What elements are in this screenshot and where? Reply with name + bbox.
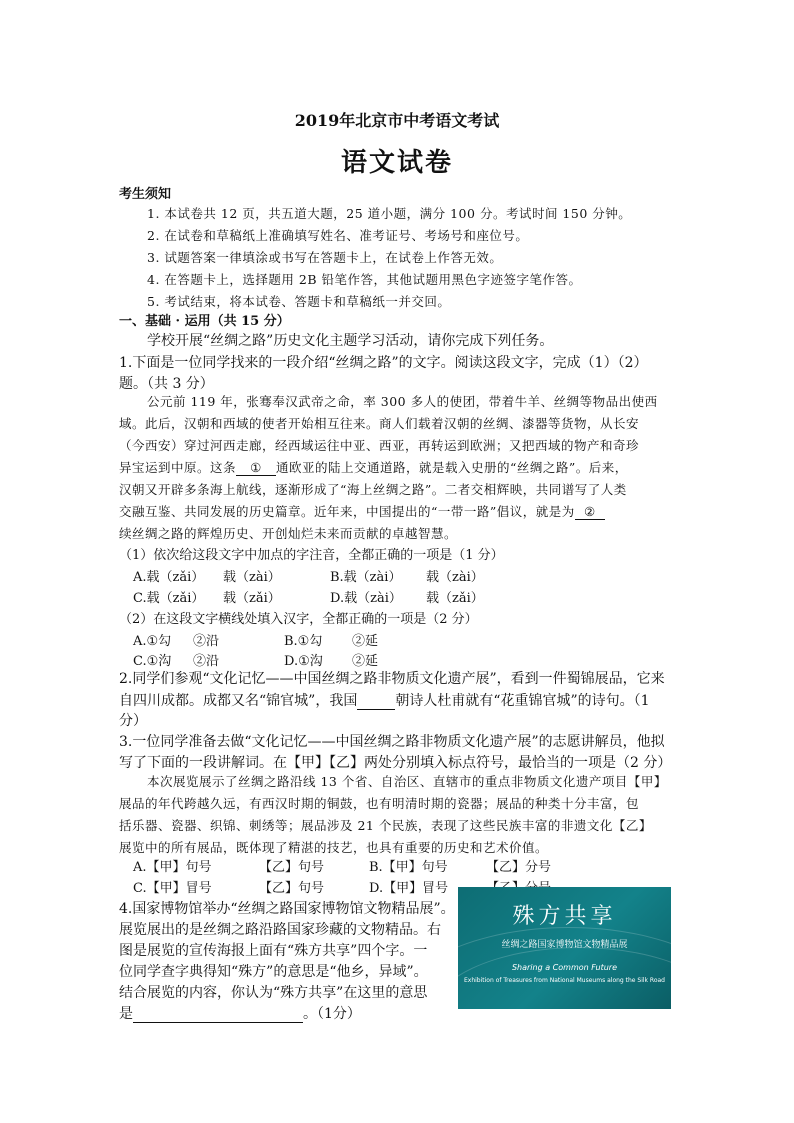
notice-item: 5. 考试结束，将本试卷、答题卡和草稿纸一并交回。 (147, 294, 451, 309)
q1-passage-line: 域。此后，汉朝和西域的使者开始相互往来。商人们载着汉朝的丝绸、漆器等货物，从长安 (119, 416, 640, 431)
q1-passage-line: （今西安）穿过河西走廊，经西域运往中亚、西亚，再转运到欧洲；又把西域的物产和奇珍 (119, 438, 640, 453)
exhibition-poster (458, 887, 671, 1009)
passage-text: 通欧亚的陆上交通道路，就是载入史册的“丝绸之路”。后来， (276, 460, 628, 475)
notice-item: 3. 试题答案一律填涂或书写在答题卡上，在试卷上作答无效。 (147, 250, 503, 265)
poster-english-subtitle: Exhibition of Treasures from National Museums along the Silk Road (464, 977, 665, 984)
q1-sub1-stem: （1）依次给这段文字中加点的字注音，全都正确的一项是（1 分） (119, 548, 504, 563)
notice-item: 2. 在试卷和草稿纸上准确填写姓名、准考证号、考场号和座位号。 (147, 228, 529, 243)
q4-line: 图是展览的宣传海报上面有“殊方共享”四个字。一 (119, 943, 428, 959)
section-intro: 学校开展“丝绸之路”历史文化主题学习活动，请你完成下列任务。 (147, 333, 554, 349)
option: 载（zǎi） (426, 591, 484, 606)
passage-text: 异宝运到中原。这条 (119, 460, 237, 475)
poster-subtitle: 丝绸之路国家博物馆文物精品展 (501, 940, 628, 950)
q4-line: 结合展览的内容，你认为“殊方共享”在这里的意思 (119, 985, 428, 1001)
exam-title: 2019年北京市中考语文考试 (294, 111, 500, 130)
q2-text: 朝诗人杜甫就有“花重锦官城”的诗句。（1 (395, 693, 650, 709)
blank-2[interactable]: ② (575, 504, 605, 520)
passage-text: 交融互鉴、共同发展的历史篇章。近年来，中国提出的“一带一路”倡议，就是为 (119, 504, 575, 519)
option[interactable]: B.载（zài） (330, 570, 402, 585)
q4-line (119, 1003, 361, 1023)
q1-passage-line: 汉朝又开辟多条海上航线，逐渐形成了“海上丝绸之路”。二者交相辉映，共同谱写了人类 (119, 482, 627, 497)
option: ②延 (352, 634, 379, 649)
q1-passage-line (119, 502, 605, 520)
option[interactable]: A.【甲】句号 (133, 860, 212, 875)
q2-text: 自四川成都。成都又名“锦官城”，我国 (119, 693, 358, 709)
option[interactable]: C.【甲】冒号 (133, 881, 212, 896)
q2-line: 分） (119, 713, 147, 729)
q2-line: 2.同学们参观“文化记忆——中国丝绸之路非物质文化遗产展”，看到一件蜀锦展品，它来 (119, 671, 665, 687)
q3-line: 写了下面的一段讲解词。在【甲】【乙】两处分别填入标点符号，最恰当的一项是（2 分） (119, 755, 672, 771)
option[interactable]: D.载（zài） (330, 591, 402, 606)
option: 【乙】句号 (259, 881, 325, 896)
option: 载（zài） (426, 570, 484, 585)
option[interactable]: B.【甲】句号 (369, 860, 448, 875)
option: 载（zǎi） (223, 591, 281, 606)
option[interactable]: B.①勾 (284, 634, 323, 649)
option[interactable]: C.载（zǎi） (133, 591, 205, 606)
q4-line: 展览展出的是丝绸之路沿路国家珍藏的文物精品。右 (119, 922, 441, 938)
option: 【乙】分号 (486, 860, 552, 875)
option[interactable]: A.①勾 (133, 634, 172, 649)
q1-stem: 1.下面是一位同学找来的一段介绍“丝绸之路”的文字。阅读这段文字，完成（1）（2） (119, 355, 648, 371)
poster-title: 殊方共享 (512, 904, 617, 929)
q4-text: 。（1分） (303, 1006, 361, 1022)
q3-passage-line: 展品的年代跨越久远，有西汉时期的铜鼓，也有明清时期的瓷器；展品的种类十分丰富，包 (119, 796, 640, 811)
option: ②沿 (193, 634, 220, 649)
option[interactable]: D.①沟 (284, 654, 323, 669)
q1-passage-line: 公元前 119 年，张骞奉汉武帝之命，率 300 多人的使团，带着牛羊、丝绸等物品出使西 (147, 394, 658, 409)
option: ②沿 (193, 654, 220, 669)
option: 【乙】句号 (259, 860, 325, 875)
notice-item: 1. 本试卷共 12 页，共五道大题，25 道小题，满分 100 分。考试时间 150 分钟。 (147, 206, 632, 221)
q4-text: 是 (119, 1006, 133, 1022)
q4-line: 4.国家博物馆举办“丝绸之路国家博物馆文物精品展”。 (119, 901, 455, 917)
q1-sub2-stem: （2）在这段文字横线处填入汉字，全都正确的一项是（2 分） (119, 612, 478, 627)
q4-line: 位同学查字典得知“殊方”的意思是“他乡，异域”。 (119, 964, 428, 980)
option: ②延 (352, 654, 379, 669)
q1-passage-line: 续丝绸之路的辉煌历史、开创灿烂未来而贡献的卓越智慧。 (119, 526, 458, 541)
blank-1[interactable]: ① (236, 460, 276, 476)
q3-passage-line: 括乐器、瓷器、织锦、刺绣等；展品涉及 21 个民族，表现了这些民族丰富的非遗文化【乙】 (119, 818, 652, 833)
q1-passage-line (119, 458, 628, 476)
q4-answer-blank[interactable] (133, 1006, 303, 1023)
q3-passage-line: 展览中的所有展品，既体现了精湛的技艺，也具有重要的历史和艺术价值。 (119, 840, 549, 855)
option[interactable]: D.【甲】冒号 (369, 881, 449, 896)
q2-answer-blank[interactable] (357, 693, 395, 710)
poster-english-title: Sharing a Common Future (511, 963, 618, 972)
section-heading: 一、基础 · 运用（共 15 分） (119, 314, 290, 329)
q3-passage-line: 本次展览展示了丝绸之路沿线 13 个省、自治区、直辖市的重点非物质文化遗产项目【甲】 (147, 774, 667, 789)
option: 载（zài） (223, 570, 281, 585)
q1-stem: 题。（共 3 分） (119, 376, 214, 392)
q2-line (119, 690, 650, 710)
paper-title: 语文试卷 (340, 148, 453, 178)
notice-heading: 考生须知 (119, 187, 172, 202)
q3-line: 3.一位同学准备去做“文化记忆——中国丝绸之路非物质文化遗产展”的志愿讲解员，他拟 (119, 734, 665, 750)
option[interactable]: A.载（zǎi） (133, 570, 205, 585)
option[interactable]: C.①沟 (133, 654, 172, 669)
notice-item: 4. 在答题卡上，选择题用 2B 铅笔作答，其他试题用黑色字迹签字笔作答。 (147, 272, 582, 287)
